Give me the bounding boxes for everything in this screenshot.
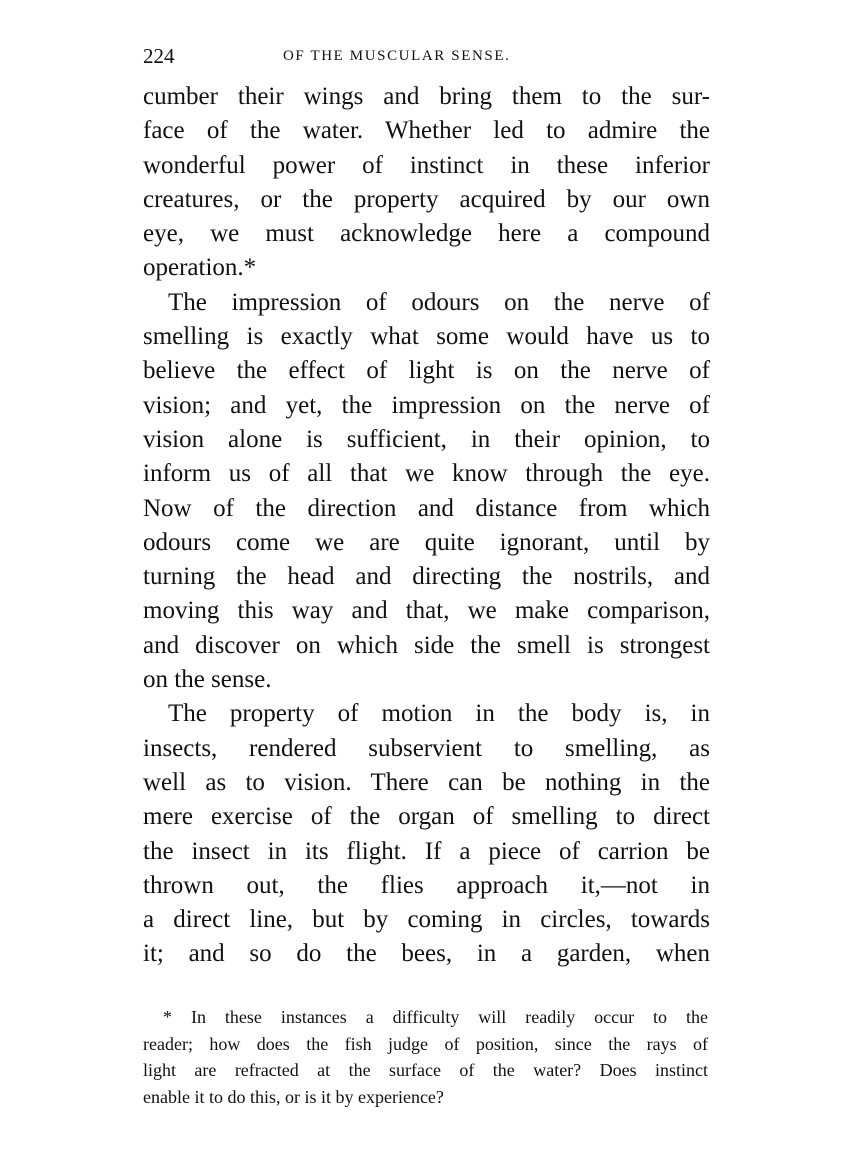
text-line: eye, we must acknowledge here a compound	[143, 220, 710, 248]
footnote-line: enable it to do this, or is it by experience?	[143, 1086, 444, 1107]
text-line: thrown out, the flies approach it,—not in	[143, 871, 710, 899]
text-line: creatures, or the property acquired by our own	[143, 185, 710, 213]
text-line: cumber their wings and bring them to the sur-	[143, 83, 710, 110]
text-line: vision; and yet, the impression on the nerve of	[143, 391, 710, 419]
text-line: The property of motion in the body is, in	[168, 700, 710, 728]
text-line: odours come we are quite ignorant, until by	[143, 528, 710, 556]
paragraph	[143, 697, 710, 971]
text-line: The impression of odours on the nerve of	[168, 288, 710, 316]
text-line: turning the head and directing the nostrils, and	[143, 563, 710, 591]
page	[143, 40, 710, 972]
text-line: the insect in its flight. If a piece of carrion be	[143, 837, 710, 865]
paragraph	[143, 80, 710, 286]
text-line: smelling is exactly what some would have us to	[143, 323, 710, 351]
text-line: well as to vision. There can be nothing in the	[143, 768, 710, 796]
footnote-line: * In these instances a difficulty will readily occur to the	[163, 1007, 708, 1027]
text-line: inform us of all that we know through the eye.	[143, 460, 710, 488]
running-head	[143, 40, 710, 80]
paragraph	[143, 286, 710, 698]
text-line: moving this way and that, we make comparison,	[143, 597, 710, 625]
running-title: OF THE MUSCULAR SENSE.	[283, 48, 511, 64]
text-line: it; and so do the bees, in a garden, when	[143, 940, 710, 968]
text-line: face of the water. Whether led to admire the	[143, 117, 710, 145]
text-line: believe the effect of light is on the nerve of	[143, 357, 710, 385]
text-line: operation.*	[143, 254, 257, 282]
text-line: a direct line, but by coming in circles, towards	[143, 906, 710, 934]
text-line: on the sense.	[143, 666, 272, 694]
footnote-line: light are refracted at the surface of the water? Does instinct	[143, 1060, 708, 1080]
text-line: Now of the direction and distance from which	[143, 494, 710, 522]
text-line: vision alone is sufficient, in their opinion, to	[143, 425, 710, 453]
footnote-line: reader; how does the fish judge of position, since the rays of	[143, 1033, 708, 1054]
page-number: 224	[143, 44, 175, 68]
text-line: mere exercise of the organ of smelling to direct	[143, 803, 710, 831]
text-line: wonderful power of instinct in these inferior	[143, 151, 710, 179]
text-line: insects, rendered subservient to smelling, as	[143, 734, 710, 762]
footnote	[143, 1004, 708, 1110]
text-line: and discover on which side the smell is strongest	[143, 631, 710, 659]
